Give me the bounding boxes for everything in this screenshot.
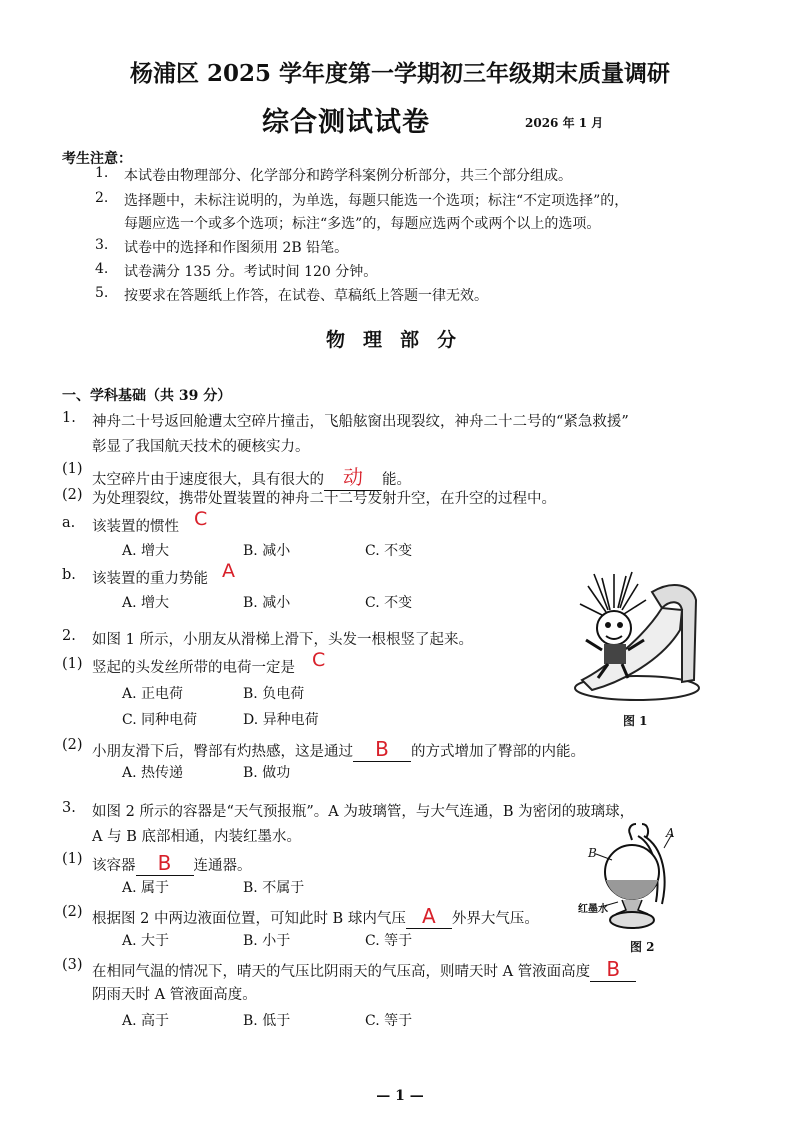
exam-subtitle: 综合测试试卷 bbox=[262, 107, 430, 138]
q3-s1-answer: B bbox=[157, 851, 172, 875]
notice-text-2b: 每题应选一个或多个选项；标注“多选”的，每题应选两个或两个以上的选项。 bbox=[124, 216, 601, 232]
page-number: — 1 — bbox=[376, 1088, 424, 1104]
q1-a-label: a. bbox=[62, 515, 76, 531]
q3-s2-answer: A bbox=[421, 904, 436, 928]
notice-num-4: 4. bbox=[95, 261, 109, 277]
q2-s2-opt-b[interactable]: B. 做功 bbox=[243, 765, 291, 781]
notice-heading: 考生注意： bbox=[62, 151, 132, 167]
q3-s3-pre: 在相同气温的情况下，晴天的气压比阴雨天的气压高，则晴天时 A 管液面高度 bbox=[92, 964, 591, 980]
q1-a-text: 该装置的惯性 bbox=[92, 519, 179, 535]
q3-s2-post: 外界大气压。 bbox=[451, 911, 539, 927]
figure-2-label-ink: 红墨水 bbox=[578, 904, 608, 915]
q1-s1-label: (1) bbox=[62, 461, 83, 477]
notice-num-5: 5. bbox=[95, 285, 109, 301]
q2-s2-opt-a[interactable]: A. 热传递 bbox=[122, 765, 184, 781]
exam-date: 2026 年 1 月 bbox=[525, 116, 604, 130]
q3-num: 3. bbox=[62, 800, 76, 816]
q3-s1-pre: 该容器 bbox=[92, 858, 136, 874]
q1-b-opt-b[interactable]: B. 减小 bbox=[243, 595, 291, 611]
q3-s1-label: (1) bbox=[62, 851, 83, 867]
q1-b-opt-a[interactable]: A. 增大 bbox=[122, 595, 170, 611]
q2-num: 2. bbox=[62, 628, 76, 644]
q3-s1-opt-b[interactable]: B. 不属于 bbox=[243, 880, 305, 896]
q3-stem-2: A 与 B 底部相通，内装红墨水。 bbox=[92, 829, 301, 845]
q3-s3-opt-a[interactable]: A. 高于 bbox=[122, 1013, 170, 1029]
q2-s1-answer: C bbox=[312, 649, 326, 671]
q1-s1-post: 能。 bbox=[382, 472, 411, 488]
q3-s2-opt-b[interactable]: B. 小于 bbox=[243, 933, 291, 949]
q3-s1-opt-a[interactable]: A. 属于 bbox=[122, 880, 170, 896]
notice-text-1: 本试卷由物理部分、化学部分和跨学科案例分析部分，共三个部分组成。 bbox=[124, 168, 572, 184]
part-heading: 一、学科基础（共 39 分） bbox=[62, 388, 232, 404]
q1-stem-1: 神舟二十号返回舱遭太空碎片撞击，飞船舷窗出现裂纹，神舟二十二号的“紧急救援” bbox=[92, 414, 629, 430]
q3-s2-blank[interactable] bbox=[406, 904, 452, 929]
q3-s2-line bbox=[92, 904, 539, 929]
q2-s1-opt-a[interactable]: A. 正电荷 bbox=[122, 686, 184, 702]
q1-s2-text: 为处理裂纹，携带处置装置的神舟二十二号发射升空，在升空的过程中。 bbox=[92, 491, 556, 507]
section-title: 物理部分 bbox=[325, 329, 474, 351]
q2-s2-post: 的方式增加了臀部的内能。 bbox=[411, 744, 585, 760]
figure-1-label: 图 1 bbox=[623, 714, 648, 728]
q2-s2-label: (2) bbox=[62, 737, 83, 753]
q1-a-opt-a[interactable]: A. 增大 bbox=[122, 543, 170, 559]
notice-text-3: 试卷中的选择和作图须用 2B 铅笔。 bbox=[124, 240, 349, 256]
q1-stem-2: 彰显了我国航天技术的硬核实力。 bbox=[92, 439, 310, 455]
figure-1-slide-illustration bbox=[562, 570, 704, 710]
q1-s1-answer: 动 bbox=[343, 465, 363, 489]
q1-b-answer: A bbox=[222, 560, 235, 582]
figure-2-label-b: B bbox=[588, 846, 597, 860]
q1-num: 1. bbox=[62, 410, 76, 426]
q1-s1-pre: 太空碎片由于速度很大，具有很大的 bbox=[92, 472, 324, 488]
figure-2-label-a: A bbox=[666, 826, 675, 840]
q3-s3-opt-c[interactable]: C. 等于 bbox=[365, 1013, 413, 1029]
q2-s2-pre: 小朋友滑下后，臀部有灼热感，这是通过 bbox=[92, 744, 353, 760]
q1-a-opt-c[interactable]: C. 不变 bbox=[365, 543, 413, 559]
q2-s1-opt-c[interactable]: C. 同种电荷 bbox=[122, 712, 198, 728]
q1-b-label: b. bbox=[62, 567, 76, 583]
q3-s3-blank[interactable] bbox=[590, 957, 636, 982]
notice-text-5: 按要求在答题纸上作答，在试卷、草稿纸上答题一律无效。 bbox=[124, 288, 488, 304]
q3-s1-blank[interactable] bbox=[136, 851, 194, 876]
notice-num-2: 2. bbox=[95, 190, 109, 206]
q2-s1-opt-d[interactable]: D. 异种电荷 bbox=[243, 712, 319, 728]
q2-s1-text: 竖起的头发丝所带的电荷一定是 bbox=[92, 660, 295, 676]
exam-title: 杨浦区 2025 学年度第一学期初三年级期末质量调研 bbox=[129, 60, 671, 87]
q3-s2-opt-a[interactable]: A. 大于 bbox=[122, 933, 170, 949]
q3-s2-opt-c[interactable]: C. 等于 bbox=[365, 933, 413, 949]
q1-b-opt-c[interactable]: C. 不变 bbox=[365, 595, 413, 611]
q3-s1-post: 连通器。 bbox=[193, 858, 252, 874]
q3-s2-pre: 根据图 2 中两边液面位置，可知此时 B 球内气压 bbox=[92, 911, 406, 927]
q3-s3-label: (3) bbox=[62, 957, 83, 973]
q3-stem-1: 如图 2 所示的容器是“天气预报瓶”。A 为玻璃管，与大气连通，B 为密闭的玻璃球， bbox=[92, 804, 635, 820]
notice-num-3: 3. bbox=[95, 237, 109, 253]
q3-s2-label: (2) bbox=[62, 904, 83, 920]
q3-s3-line bbox=[92, 957, 636, 982]
notice-text-4: 试卷满分 135 分。考试时间 120 分钟。 bbox=[124, 264, 378, 280]
q1-a-answer: C bbox=[194, 508, 208, 530]
figure-2-label: 图 2 bbox=[630, 940, 655, 954]
q2-s1-opt-b[interactable]: B. 负电荷 bbox=[243, 686, 305, 702]
q2-s1-label: (1) bbox=[62, 656, 83, 672]
q2-s2-line bbox=[92, 737, 585, 762]
q3-s3-opt-b[interactable]: B. 低于 bbox=[243, 1013, 291, 1029]
q1-b-text: 该装置的重力势能 bbox=[92, 571, 208, 587]
q3-s3-line-2: 阴雨天时 A 管液面高度。 bbox=[92, 987, 257, 1003]
notice-num-1: 1. bbox=[95, 165, 109, 181]
q3-s3-answer: B bbox=[606, 957, 621, 981]
q3-s1-line bbox=[92, 851, 252, 876]
q2-s2-blank[interactable] bbox=[353, 737, 411, 762]
q1-s2-label: (2) bbox=[62, 487, 83, 503]
notice-text-2: 选择题中，未标注说明的，为单选，每题只能选一个选项；标注“不定项选择”的， bbox=[124, 193, 629, 209]
q2-s2-answer: B bbox=[375, 737, 389, 761]
q2-stem: 如图 1 所示，小朋友从滑梯上滑下，头发一根根竖了起来。 bbox=[92, 632, 473, 648]
q1-a-opt-b[interactable]: B. 减小 bbox=[243, 543, 291, 559]
